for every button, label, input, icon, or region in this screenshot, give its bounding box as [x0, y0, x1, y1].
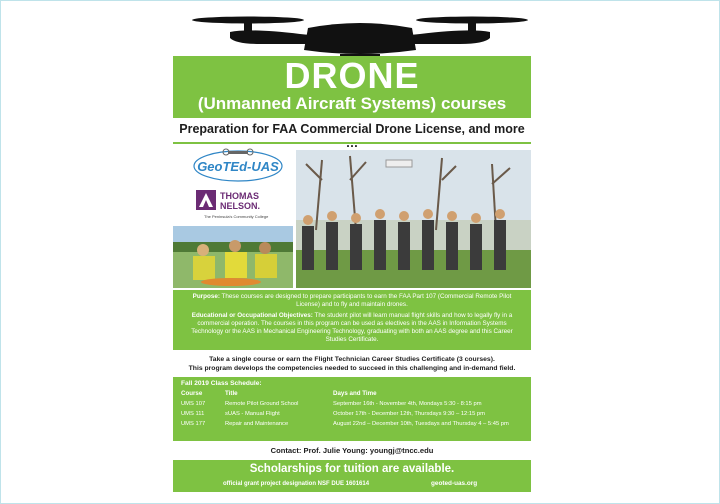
promo-text — [173, 355, 531, 373]
logo-nelson-sub: The Peninsula's Community College — [204, 214, 269, 219]
promo-line-1: Take a single course or earn the Flight Technician Career Studies Certificate (3 courses). — [209, 356, 495, 363]
course-code: UMS 177 — [181, 421, 206, 427]
col-title: Title — [225, 390, 238, 397]
schedule-header-row — [181, 389, 523, 399]
website-link[interactable]: geoted-uas.org — [431, 480, 478, 487]
footer-banner — [173, 460, 531, 492]
purpose-paragraph — [181, 293, 523, 309]
course-time: August 22nd – December 10th, Tuesdays and Thursday 4 – 5:45 pm — [333, 421, 509, 427]
divider — [173, 142, 531, 144]
schedule-table — [181, 389, 523, 429]
objectives-text: The student pilot will learn manual flight skills and how to legally fly in a commercial operation. The courses in this program can be used as electives in the AAS in Information Systems Technology or the AAS in Mechanical Engineering Technology, graduating with both an AAS degree and this Career Studies Certificate. — [191, 312, 513, 343]
course-code: UMS 111 — [181, 411, 205, 417]
col-course: Course — [181, 390, 203, 397]
tagline-heading: Preparation for FAA Commercial Drone License, and more — [179, 122, 525, 136]
table-row — [181, 399, 523, 409]
course-info-box — [173, 290, 531, 350]
course-time: September 16th - November 4th, Mondays 5:30 - 8:15 pm — [333, 401, 482, 407]
table-row — [181, 419, 523, 429]
page-subtitle: (Unmanned Aircraft Systems) courses — [197, 94, 507, 113]
geoted-logo — [190, 148, 286, 184]
course-title: Remote Pilot Ground School — [225, 401, 299, 407]
course-title: Repair and Maintenance — [225, 421, 289, 427]
thomas-nelson-logo — [196, 188, 280, 222]
drone-icon — [190, 14, 530, 60]
purpose-text: These courses are designed to prepare participants to earn the FAA Part 107 (Commercial Remote Pilot License) and to fly and maintain drones. — [219, 293, 512, 308]
page-title: DRONE — [284, 55, 420, 96]
course-time: October 17th - December 12th, Thursdays 9:30 – 12:15 pm — [333, 411, 485, 417]
logo-nelson: NELSON. — [220, 201, 261, 211]
group-photo — [296, 150, 531, 288]
schedule-box — [173, 377, 531, 441]
promo-line-2: This program develops the competencies needed to succeed in this challenging and in-demand field. — [188, 365, 516, 372]
grant-text: official grant project designation NSF DUE 1601614 — [223, 481, 370, 487]
schedule-heading: Fall 2019 Class Schedule: — [181, 380, 262, 387]
students-photo — [173, 226, 293, 288]
course-title: sUAS - Manual Flight — [225, 411, 280, 417]
table-row — [181, 409, 523, 419]
logo-thomas: THOMAS — [220, 191, 259, 201]
purpose-label: Purpose: — [192, 293, 220, 300]
objectives-paragraph — [181, 312, 523, 344]
col-days: Days and Time — [333, 390, 377, 397]
contact-line[interactable]: Contact: Prof. Julie Young: youngj@tncc.edu — [270, 446, 434, 455]
course-code: UMS 107 — [181, 401, 206, 407]
objectives-label: Educational or Occupational Objectives: — [191, 312, 313, 319]
title-banner — [173, 56, 531, 118]
geoted-logo-text: GeoTEd-UAS — [197, 159, 279, 174]
scholarship-text: Scholarships for tuition are available. — [249, 463, 455, 475]
